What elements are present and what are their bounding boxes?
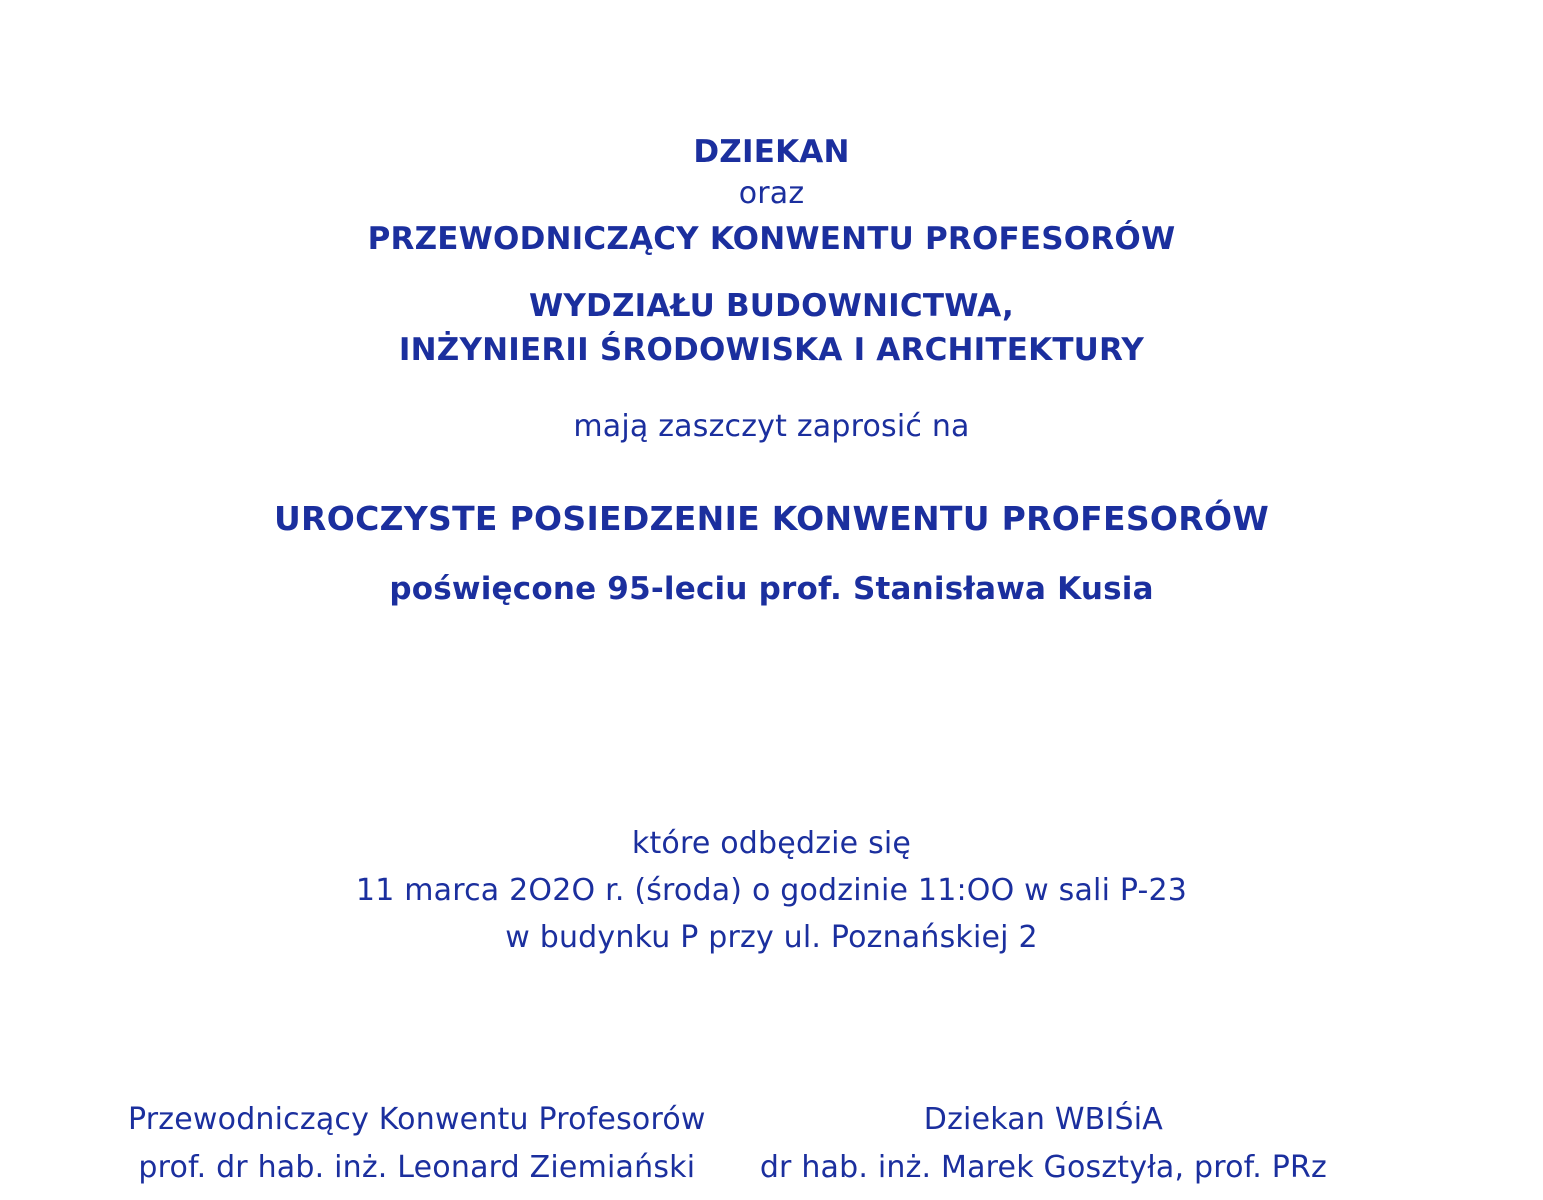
event-details-line-3: w budynku P przy ul. Poznańskiej 2: [505, 920, 1038, 955]
invite-phrase: mają zaszczyt zaprosić na: [573, 409, 970, 444]
signature-right-name: dr hab. inż. Marek Gosztyła, prof. PRz: [759, 1150, 1327, 1185]
header-line-chairman: PRZEWODNICZĄCY KONWENTU PROFESORÓW: [367, 221, 1176, 257]
header-line-conjunction: oraz: [738, 176, 805, 211]
invite-phrase-block: [0, 406, 1543, 448]
event-details-block: [0, 820, 1543, 961]
faculty-block: [0, 284, 1543, 372]
signature-left-role: Przewodniczący Konwentu Profesorów: [128, 1102, 706, 1137]
signature-left: [128, 1096, 706, 1192]
event-title: UROCZYSTE POSIEDZENIE KONWENTU PROFESORÓW: [273, 499, 1270, 538]
faculty-line-1: WYDZIAŁU BUDOWNICTWA,: [529, 288, 1014, 324]
header-block: [0, 132, 1543, 262]
signature-row: [0, 1096, 1543, 1192]
event-details-line-1: które odbędzie się: [631, 826, 912, 861]
event-block: [0, 496, 1543, 612]
signature-right-role: Dziekan WBIŚiA: [923, 1102, 1164, 1137]
event-details-line-2: 11 marca 2O2O r. (środa) o godzinie 11:OO w sali P-23: [355, 873, 1188, 908]
signature-left-name: prof. dr hab. inż. Leonard Ziemiański: [138, 1150, 696, 1185]
header-line-dean: DZIEKAN: [693, 134, 850, 170]
faculty-line-2: INŻYNIERII ŚRODOWISKA I ARCHITEKTURY: [398, 332, 1145, 368]
event-subtitle: poświęcone 95-leciu prof. Stanisława Kusia: [389, 571, 1154, 607]
signature-right: [760, 1096, 1327, 1192]
